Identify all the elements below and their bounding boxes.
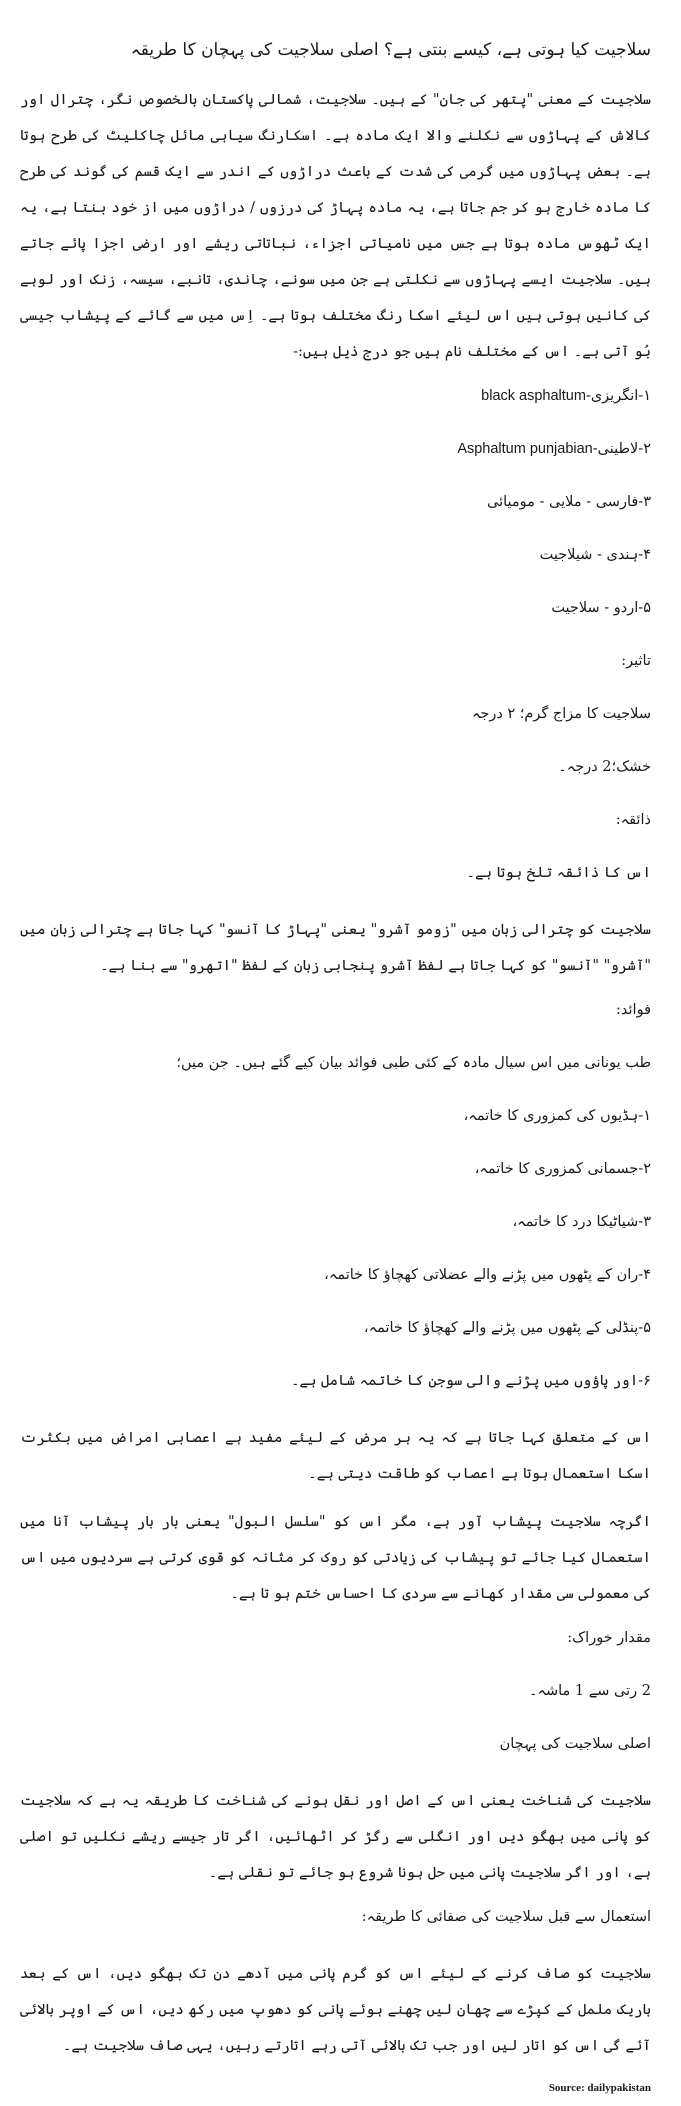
benefit-item: ۱-ہڈیوں کی کمزوری کا خاتمہ، — [463, 1108, 651, 1124]
name-english — [20, 382, 651, 410]
identify-heading: اصلی سلاجیت کی پہچان — [499, 1736, 651, 1752]
names-list — [20, 382, 651, 622]
cleaning-heading: استعمال سے قبل سلاجیت کی صفائی کا طریقہ: — [361, 1909, 651, 1925]
name-urdu: ۵-اردو - سلاجیت — [551, 600, 651, 616]
taseer-line-1: سلاجیت کا مزاج گرم؛ ۲ درجہ — [471, 706, 651, 722]
benefits-intro: طب یونانی میں اس سیال مادہ کے کئی طبی فوائد بیان کیے گئے ہیں۔ جن میں؛ — [176, 1055, 651, 1071]
name-persian: ۳-فارسی - ملایی - مومیائی — [487, 494, 651, 510]
name-prefix: ۱-انگریزی- — [585, 388, 651, 404]
identify-paragraph: سلاجیت کی شناخت یعنی اس کے اصل اور نقل ہونے کی شناخت کا طریقہ یہ ہے کہ سلاجیت کو پانی میں بھگو دیں اور انگلی سے رگڑ کر اٹھائیں، اگر تار جیسے ریشے نکلیں تو اصلی ہے، اور اگر سلاجیت پانی میں حل ہونا شروع ہو جائے تو نقلی ہے۔ — [20, 1793, 651, 1881]
benefit-item: ۴-ران کے پٹھوں میں پڑنے والے عضلاتی کھچاؤ کا خاتمہ، — [324, 1267, 651, 1283]
dose-heading: مقدار خوراک: — [567, 1630, 651, 1646]
intro-paragraph: سلاجیت کے معنی "پتھر کی جان" کے ہیں۔ سلاجیت، شمالی پاکستان بالخصوص نگر، چترال اور کالاش کے پہاڑوں سے نکلنے والا ایک مادہ ہے۔ اسکارنگ سیاہی مائل چاکلیٹ کی طرح ہوتا ہے۔ بعض پہاڑوں میں گرمی کی شدت کے باعث دراڑوں کے اندر سے ایک قسم کی گوند کی طرح کا مادہ خارج ہو کر جم جاتا ہے، یہ مادہ پہاڑ کی درزوں / دراڑوں میں از خود بنتا ہے، یہ ایک ٹھوس مادہ ہوتا ہے جس میں نامیاتی اجزاء، نباتاتی ریشے اور ارضی اجزا پائے جاتے ہیں۔ سلاجیت ایسے پہاڑوں سے نکلتی ہے جن میں سونے، چاندی، تانبے، سیسہ، زنک اور لوہے کی کانیں ہوتی ہیں اس لیئے اسکا رنگ مختلف ہوتا ہے۔ اِس میں سے گائے کے پیشاب جیسی بُو آتی ہے۔ اس کے مختلف نام ہیں جو درج ذیل ہیں:- — [20, 92, 651, 360]
benefit-item: ۶-اور پاؤوں میں پڑنے والی سوجن کا خاتمہ شامل ہے۔ — [290, 1373, 651, 1389]
chitral-paragraph: سلاجیت کو چترالی زبان میں "زومو آشرو" یعنی "پہاڑ کا آنسو" کہا جاتا ہے چترالی زبان میں "آشرو" "آنسو" کو کہا جاتا ہے لفظ آشرو پنجابی زبان کے لفظ "اتھرو" سے بنا ہے۔ — [20, 922, 651, 974]
benefit-item: ۲-جسمانی کمزوری کا خاتمہ، — [474, 1161, 651, 1177]
taseer-line-2: خشک؛2 درجہ۔ — [558, 759, 651, 775]
name-latin — [20, 435, 651, 463]
name-hindi: ۴-ہندی - شیلاجیت — [539, 547, 651, 563]
benefit-item: ۵-پنڈلی کے پٹھوں میں پڑنے والے کھچاؤ کا خاتمہ، — [363, 1320, 651, 1336]
taste-line: اس کا ذائقہ تلخ ہوتا ہے۔ — [466, 865, 651, 881]
cleaning-paragraph: سلاجیت کو صاف کرنے کے لیئے اس کو گرم پانی میں آدھے دن تک بھگو دیں، اس کے بعد باریک ململ کے کپڑے سے چھان لیں چھنے ہوئے پانی کو دھوپ میں رکھ دیں، اس کے اوپر بالائی آئے گی اس کو اتار لیں اور جب تک بالائی آتی رہے اتارتے رہیں، یہی صاف سلاجیت ہے۔ — [20, 1966, 651, 2054]
source-credit: Source: dailypakistan — [548, 2082, 651, 2094]
name-value: black asphaltum — [481, 388, 586, 404]
benefits-heading: فوائد: — [616, 1002, 651, 1018]
taseer-heading: تاثیر: — [621, 653, 651, 669]
benefits-list — [20, 1102, 651, 1395]
taste-heading: ذائقہ: — [615, 812, 651, 828]
article-title: سلاجیت کیا ہوتی ہے، کیسے بنتی ہے؟ اصلی سلاجیت کی پہچان کا طریقہ — [130, 40, 651, 60]
name-prefix: ۲-لاطینی- — [592, 441, 651, 457]
urine-paragraph: اگرچہ سلاجیت پیشاب آور ہے، مگر اس کو "سلسل البول" یعنی بار بار پیشاب آنا میں استعمال کیا جائے تو پیشاب کی زیادتی کو روک کر مثانہ کو قوی کرتی ہے سردیوں میں اس کی معمولی سی مقدار کھانے سے سردی کا احساس ختم ہو تا ہے۔ — [20, 1514, 651, 1602]
name-value: Asphaltum punjabian — [457, 441, 593, 457]
source-row — [20, 2076, 651, 2095]
dose-line: 2 رتی سے 1 ماشہ۔ — [528, 1683, 651, 1699]
nerves-paragraph: اس کے متعلق کہا جاتا ہے کہ یہ ہر مرض کے لیئے مفید ہے اعصابی امراض میں بکثرت اسکا استعمال ہوتا ہے اعصاب کو طاقت دیتی ہے۔ — [20, 1430, 651, 1482]
benefit-item: ۳-شیاٹیکا درد کا خاتمہ، — [512, 1214, 651, 1230]
